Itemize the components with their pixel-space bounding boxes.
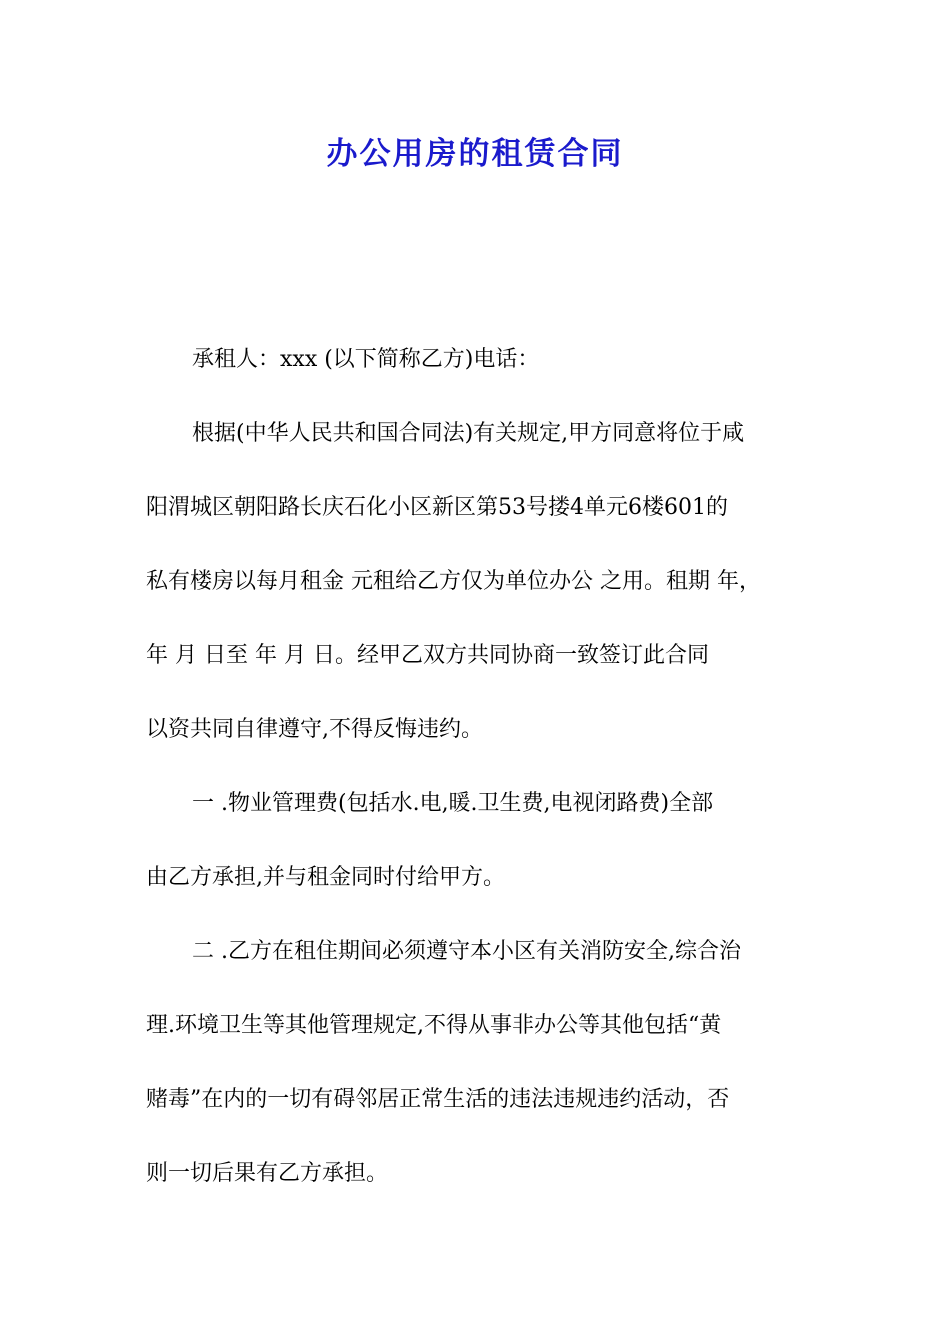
clause-two-line: 则一切后果有乙方承担。 — [146, 1161, 389, 1186]
paragraph-line: 根据(中华人民共和国合同法)有关规定,甲方同意将位于咸 — [192, 421, 745, 446]
paragraph-line: 私有楼房以每月租金 元租给乙方仅为单位办公 之用。租期 年， — [146, 569, 761, 594]
clause-one-line: 一 .物业管理费(包括水.电,暖.卫生费,电视闭路费)全部 — [192, 791, 714, 816]
paragraph-line-lessee: 承租人：xxx (以下简称乙方)电话： — [192, 347, 540, 372]
paragraph-line: 阳渭城区朝阳路长庆石化小区新区第53号搂4单元6楼601的 — [146, 495, 728, 520]
clause-two-line: 理.环境卫生等其他管理规定,不得从事非办公等其他包括“黄 — [146, 1013, 722, 1038]
clause-two-line: 赌毒”在内的一切有碍邻居正常生活的违法违规违约活动，否 — [146, 1087, 730, 1112]
document-title: 办公用房的租赁合同 — [326, 136, 624, 172]
clause-two-line: 二 .乙方在租住期间必须遵守本小区有关消防安全,综合治 — [192, 939, 741, 964]
clause-one-line: 由乙方承担,并与租金同时付给甲方。 — [146, 865, 505, 890]
paragraph-line: 以资共同自律遵守,不得反悔违约。 — [146, 717, 483, 742]
paragraph-line: 年 月 日至 年 月 日。经甲乙双方共同协商一致签订此合同 — [146, 643, 709, 668]
